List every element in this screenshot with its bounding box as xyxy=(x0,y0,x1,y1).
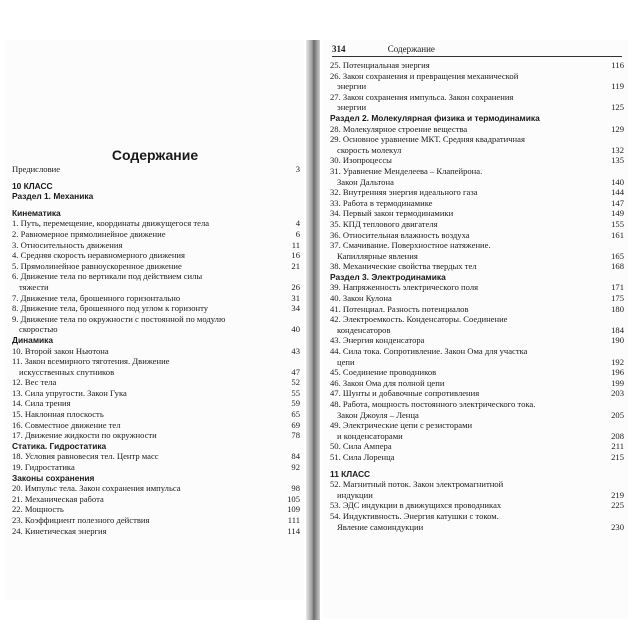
toc-entry[interactable] xyxy=(330,314,624,335)
toc-entry-page: 225 xyxy=(611,500,624,511)
toc-entry-title: 32. Внутренняя энергия идеального газа xyxy=(330,187,478,198)
toc-entry-title: 50. Сила Ампера xyxy=(330,441,392,452)
toc-entry-page: 98 xyxy=(291,483,300,494)
toc-entry[interactable] xyxy=(330,261,624,272)
toc-entry-page: 129 xyxy=(611,123,624,134)
toc-entry-page: 140 xyxy=(611,176,624,187)
toc-entry-page: 144 xyxy=(611,187,624,198)
toc-entry-page: 168 xyxy=(611,261,624,272)
toc-entry-page: 6 xyxy=(295,228,300,239)
toc-entry[interactable] xyxy=(12,240,300,251)
toc-entry-title: 48. Работа, мощность постоянного электрического тока. Закон Джоуля – Ленца xyxy=(330,399,536,420)
left-page xyxy=(6,40,304,600)
toc-entry[interactable] xyxy=(12,250,300,261)
toc-entry-title: 24. Кинетическая энергия xyxy=(12,525,107,536)
toc-entry[interactable] xyxy=(330,304,624,315)
toc-section-heading: Раздел 3. Электродинамика xyxy=(330,271,446,282)
toc-entry-page: 171 xyxy=(611,282,624,293)
toc-entry[interactable] xyxy=(12,462,300,473)
toc-entry-page: 199 xyxy=(611,377,624,388)
toc-entry-title: 6. Движение тела по вертикали под действием силы тяжести xyxy=(12,271,203,292)
toc-grade-heading: 11 КЛАСС xyxy=(330,468,371,479)
toc-entry-title: 14. Сила трения xyxy=(12,398,71,409)
toc-entry-title: 17. Движение жидкости по окружности xyxy=(12,430,157,441)
toc-entry[interactable] xyxy=(12,388,300,399)
toc-entry[interactable] xyxy=(330,388,624,399)
toc-entry-title: 36. Относительная влажность воздуха xyxy=(330,229,470,240)
toc-entry-title: 29. Основное уравнение МКТ. Средняя квадратичная скорость молекул xyxy=(330,134,525,155)
toc-entry[interactable] xyxy=(330,479,624,500)
toc-entry[interactable] xyxy=(12,398,300,409)
toc-entry[interactable] xyxy=(330,367,624,378)
toc-entry-title: 12. Вес тела xyxy=(12,377,57,388)
toc-entry[interactable] xyxy=(12,346,300,357)
toc-entry[interactable] xyxy=(330,282,624,293)
toc-entry-title: 40. Закон Кулона xyxy=(330,293,392,304)
toc-entry[interactable] xyxy=(12,356,300,377)
toc-entry-page: 34 xyxy=(291,303,300,314)
toc-entry[interactable] xyxy=(330,134,624,155)
toc-entry-title: 1. Путь, перемещение, координаты движущегося тела xyxy=(12,218,210,229)
toc-entry-title: 38. Механические свойства твердых тел xyxy=(330,261,477,272)
toc-entry[interactable] xyxy=(12,504,300,515)
toc-entry[interactable] xyxy=(12,261,300,272)
toc-entry-page: 190 xyxy=(611,335,624,346)
toc-entry[interactable] xyxy=(12,451,300,462)
toc-entry-title: 54. Индуктивность. Энергия катушки с током. Явление самоиндукции xyxy=(330,510,499,532)
toc-entry-page: 208 xyxy=(611,430,624,441)
toc-entry-title: 43. Энергия конденсатора xyxy=(330,335,425,346)
toc-right xyxy=(330,60,624,532)
page-number: 314 xyxy=(332,44,346,54)
toc-entry-page: 125 xyxy=(611,102,624,113)
toc-entry[interactable] xyxy=(330,240,624,261)
toc-entry-page: 84 xyxy=(291,451,300,462)
toc-entry-title: 5. Прямолинейное равноускоренное движение xyxy=(12,260,182,271)
toc-entry[interactable] xyxy=(330,511,624,532)
toc-entry-title: 7. Движение тела, брошенного горизонтально xyxy=(12,292,181,303)
toc-entry-title: 4. Средняя скорость неравномерного движения xyxy=(12,250,185,261)
toc-entry[interactable] xyxy=(330,441,624,452)
toc-entry[interactable] xyxy=(12,164,300,175)
toc-entry-title: 13. Сила упругости. Закон Гука xyxy=(12,387,127,398)
toc-entry[interactable] xyxy=(330,293,624,304)
toc-entry-title: 31. Уравнение Менделеева – Клапейрона. Закон Дальтона xyxy=(330,165,483,187)
toc-entry-page: 40 xyxy=(291,324,300,335)
toc-entry-title: Предисловие xyxy=(12,164,61,174)
toc-topic-heading: Законы сохранения xyxy=(12,472,95,483)
toc-entry-title: 46. Закон Ома для полной цепи xyxy=(330,377,445,388)
toc-entry-title: 34. Первый закон термодинамики xyxy=(330,208,454,219)
toc-entry-title: 49. Электрические цепи с резисторами и конденсаторами xyxy=(330,420,473,441)
toc-entry-page: 92 xyxy=(291,462,300,473)
toc-entry-title: 42. Электроемкость. Конденсаторы. Соединение конденсаторов xyxy=(330,314,508,335)
toc-entry-page: 4 xyxy=(295,218,300,229)
toc-entry-title: 41. Потенциал. Разность потенциалов xyxy=(330,303,469,314)
toc-entry-title: 44. Сила тока. Сопротивление. Закон Ома для участка цепи xyxy=(330,346,528,367)
toc-entry-title: 3. Относительность движения xyxy=(12,239,123,250)
toc-entry-page: 205 xyxy=(611,409,624,420)
toc-section-heading: Раздел 1. Механика xyxy=(12,191,94,202)
toc-entry[interactable] xyxy=(330,166,624,187)
toc-entry-page: 109 xyxy=(287,504,300,515)
toc-entry[interactable] xyxy=(12,483,300,494)
toc-entry-page: 52 xyxy=(291,377,300,388)
toc-entry-title: 35. КПД теплового двигателя xyxy=(330,218,438,229)
toc-entry-title: 39. Напряженность электрического поля xyxy=(330,282,479,293)
toc-entry-title: 26. Закон сохранения и превращения механической энергии xyxy=(330,70,519,92)
toc-entry[interactable] xyxy=(12,229,300,240)
toc-entry[interactable] xyxy=(330,124,624,135)
toc-entry-page: 59 xyxy=(291,398,300,409)
toc-entry[interactable] xyxy=(330,452,624,463)
toc-entry-title: 37. Смачивание. Поверхностное натяжение. Капиллярные явления xyxy=(330,240,491,261)
toc-entry-page: 196 xyxy=(611,367,624,378)
toc-entry[interactable] xyxy=(12,303,300,314)
toc-entry-page: 132 xyxy=(611,144,624,155)
toc-entry[interactable] xyxy=(12,314,300,335)
toc-entry[interactable] xyxy=(12,526,300,537)
toc-entry[interactable] xyxy=(330,378,624,389)
toc-entry-title: 2. Равномерное прямолинейное движение xyxy=(12,228,166,239)
toc-entry-title: 52. Магнитный поток. Закон электромагнитной индукции xyxy=(330,479,504,500)
toc-entry[interactable] xyxy=(330,399,624,420)
toc-section-heading: Раздел 2. Молекулярная физика и термодинамика xyxy=(330,112,540,123)
toc-entry-page: 230 xyxy=(611,521,624,532)
toc-entry-title: 8. Движение тела, брошенного под углом к горизонту xyxy=(12,303,209,314)
toc-entry-page: 16 xyxy=(291,250,300,261)
toc-entry[interactable] xyxy=(330,230,624,241)
toc-entry-page: 175 xyxy=(611,293,624,304)
toc-entry[interactable] xyxy=(12,293,300,304)
right-page xyxy=(322,40,628,618)
toc-entry[interactable] xyxy=(12,420,300,431)
toc-entry[interactable] xyxy=(330,60,624,71)
toc-entry-title: 47. Шунты и добавочные сопротивления xyxy=(330,388,480,399)
toc-entry[interactable] xyxy=(330,187,624,198)
toc-entry-title: 22. Мощность xyxy=(12,504,64,515)
toc-entry-title: 45. Соединение проводников xyxy=(330,367,437,378)
toc-entry-page: 11 xyxy=(291,239,300,250)
toc-entry[interactable] xyxy=(330,219,624,230)
toc-entry-title: 10. Второй закон Ньютона xyxy=(12,345,109,356)
toc-entry-title: 27. Закон сохранения импульса. Закон сохранения энергии xyxy=(330,91,514,113)
toc-topic-heading: Динамика xyxy=(12,334,54,345)
toc-entry[interactable] xyxy=(12,409,300,420)
toc-entry-title: 30. Изопроцессы xyxy=(330,155,392,166)
toc-entry-title: 18. Условия равновесия тел. Центр масс xyxy=(12,451,159,462)
toc-entry-page: 65 xyxy=(291,409,300,420)
toc-entry-page: 161 xyxy=(611,229,624,240)
toc-entry-page: 105 xyxy=(287,493,300,504)
toc-entry[interactable] xyxy=(330,208,624,219)
toc-topic-heading: Кинематика xyxy=(12,207,61,218)
toc-entry-page: 21 xyxy=(291,260,300,271)
toc-entry-page: 3 xyxy=(295,164,300,174)
toc-grade-heading: 10 КЛАСС xyxy=(12,180,53,191)
toc-entry-title: 53. ЭДС индукции в движущихся проводниках xyxy=(330,500,502,511)
toc-entry-page: 55 xyxy=(291,387,300,398)
toc-entry-title: 19. Гидростатика xyxy=(12,462,75,473)
toc-entry-page: 203 xyxy=(611,388,624,399)
toc-entry-page: 184 xyxy=(611,324,624,335)
toc-entry[interactable] xyxy=(330,335,624,346)
toc-entry-title: 51. Сила Лоренца xyxy=(330,451,395,462)
toc-entry[interactable] xyxy=(330,198,624,209)
toc-entry-page: 69 xyxy=(291,419,300,430)
toc-entry-page: 155 xyxy=(611,218,624,229)
book-gutter xyxy=(306,40,320,620)
toc-entry-title: 20. Импульс тела. Закон сохранения импульса xyxy=(12,483,181,494)
toc-entry[interactable] xyxy=(12,430,300,441)
toc-entry-page: 47 xyxy=(291,366,300,377)
toc-entry-page: 114 xyxy=(287,525,300,536)
toc-entry[interactable] xyxy=(12,377,300,388)
toc-entry-page: 119 xyxy=(611,81,624,92)
running-head-title: Содержание xyxy=(387,44,435,54)
toc-entry[interactable] xyxy=(330,92,624,113)
toc-entry-title: 16. Совместное движение тел xyxy=(12,419,121,430)
toc-entry-title: 28. Молекулярное строение вещества xyxy=(330,123,468,134)
toc-entry-page: 31 xyxy=(291,292,300,303)
toc-entry-page: 192 xyxy=(611,356,624,367)
toc-entry-title: 9. Движение тела по окружности с постоянной по модулю скоростью xyxy=(12,313,226,335)
toc-entry-page: 43 xyxy=(291,345,300,356)
toc-entry-page: 78 xyxy=(291,430,300,441)
toc-entry-title: 15. Наклонная плоскость xyxy=(12,409,104,420)
toc-entry[interactable] xyxy=(330,71,624,92)
toc-entry[interactable] xyxy=(12,515,300,526)
toc-entry-page: 211 xyxy=(611,441,624,452)
toc-entry[interactable] xyxy=(330,420,624,441)
page-title: Содержание xyxy=(111,147,199,163)
toc-entry-page: 111 xyxy=(287,515,300,525)
toc-entry-title: 33. Работа в термодинамике xyxy=(330,197,433,208)
toc-entry-title: 21. Механическая работа xyxy=(12,493,104,504)
toc-entry-title: 23. Коэффициент полезного действия xyxy=(12,515,150,525)
toc-entry-title: 11. Закон всемирного тяготения. Движение искусственных спутников xyxy=(12,356,170,377)
toc-entry-page: 26 xyxy=(291,281,300,292)
toc-entry[interactable] xyxy=(12,218,300,229)
toc-entry-page: 219 xyxy=(611,489,624,500)
toc-entry-page: 135 xyxy=(611,155,624,166)
toc-entry-page: 165 xyxy=(611,250,624,261)
toc-entry-page: 147 xyxy=(611,197,624,208)
toc-entry[interactable] xyxy=(330,155,624,166)
toc-entry[interactable] xyxy=(330,346,624,367)
toc-entry[interactable] xyxy=(330,500,624,511)
toc-entry[interactable] xyxy=(12,271,300,292)
toc-entry-page: 180 xyxy=(611,303,624,314)
toc-topic-heading: Статика. Гидростатика xyxy=(12,440,107,451)
toc-entry-title: 25. Потенциальная энергия xyxy=(330,60,430,70)
toc-entry-page: 149 xyxy=(611,208,624,219)
toc-entry-page: 116 xyxy=(611,60,624,70)
toc-left xyxy=(12,164,300,536)
running-header xyxy=(332,44,622,57)
toc-entry[interactable] xyxy=(12,494,300,505)
toc-entry-page: 215 xyxy=(611,451,624,462)
